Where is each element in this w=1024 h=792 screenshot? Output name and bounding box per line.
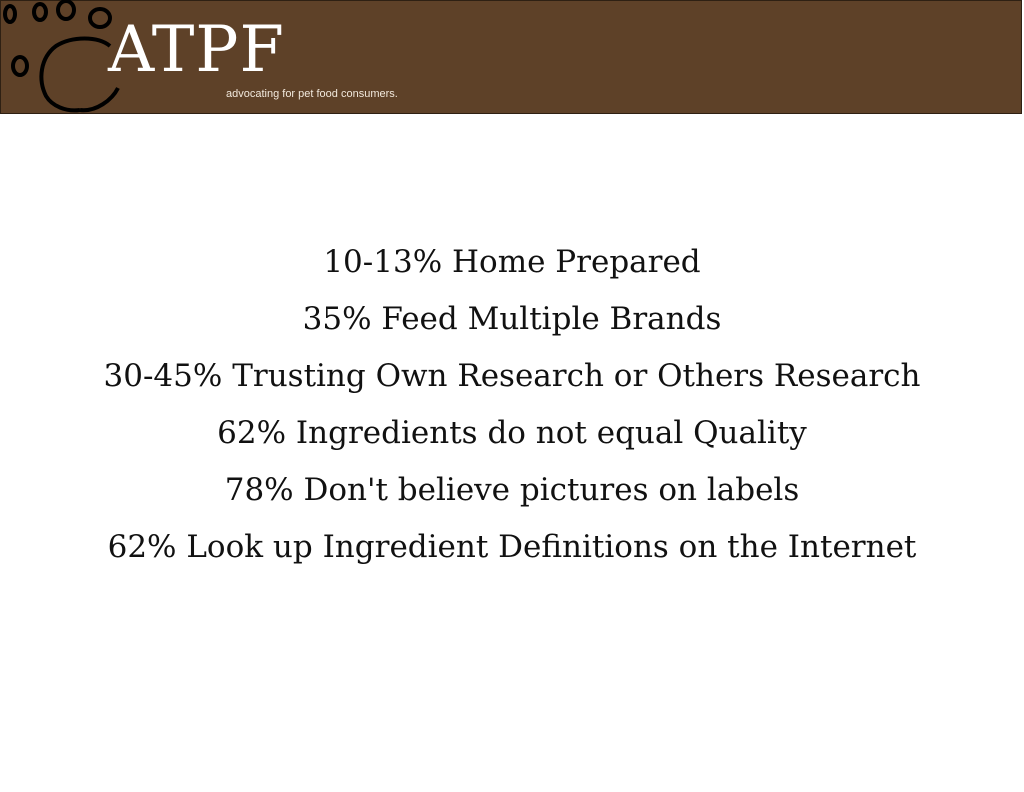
stat-trusting-research: 30-45% Trusting Own Research or Others Research	[103, 358, 921, 394]
brand-name: ATPF	[108, 13, 285, 87]
stat-ingredient-definitions: 62% Look up Ingredient Definitions on the Internet	[107, 529, 917, 565]
stat-home-prepared: 10-13% Home Prepared	[323, 244, 701, 280]
stat-multiple-brands: 35% Feed Multiple Brands	[302, 301, 722, 337]
stat-pictures-on-labels: 78% Don't believe pictures on labels	[224, 472, 800, 508]
stats-list	[0, 234, 1024, 576]
stat-ingredients-quality: 62% Ingredients do not equal Quality	[217, 415, 807, 451]
tagline: advocating for pet food consumers.	[226, 88, 398, 100]
